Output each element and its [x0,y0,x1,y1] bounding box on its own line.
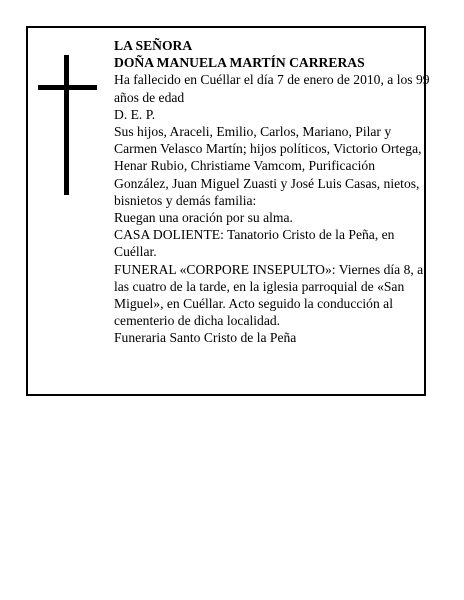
deceased-name: DOÑA MANUELA MARTÍN CARRERAS [114,55,365,71]
notice-title: LA SEÑORA [114,38,193,53]
cross-icon [38,55,97,195]
funeral-info: FUNERAL «CORPORE INSEPULTO»: Viernes día 8, a las cuatro de la tarde, en la iglesia parroquial de «San Miguel», en Cuéllar. Acto seguido la conducción al cementerio de dicha localidad. [114,261,424,329]
prayer-request: Ruegan una oración por su alma. [114,210,293,226]
cross-vertical-bar [64,55,69,195]
family-list: Sus hijos, Araceli, Emilio, Carlos, Mariano, Pilar y Carmen Velasco Martín; hijos políticos, Victorio Ortega, Henar Rubio, Christiame Vamcom, Purificación González, Juan Miguel Zuasti y José Luis Casas, nietos, bisnietos y demás familia: [114,124,422,208]
funeral-home: Funeraria Santo Cristo de la Peña [114,330,297,346]
casa-doliente: CASA DOLIENTE: Tanatorio Cristo de la Peña, en Cuéllar. [114,227,395,260]
rip-text: D. E. P. [114,106,156,122]
obituary-text [114,37,430,347]
cross-horizontal-bar [38,85,97,90]
death-info: Ha fallecido en Cuéllar el día 7 de enero de 2010, a los 99 años de edad [114,72,430,105]
